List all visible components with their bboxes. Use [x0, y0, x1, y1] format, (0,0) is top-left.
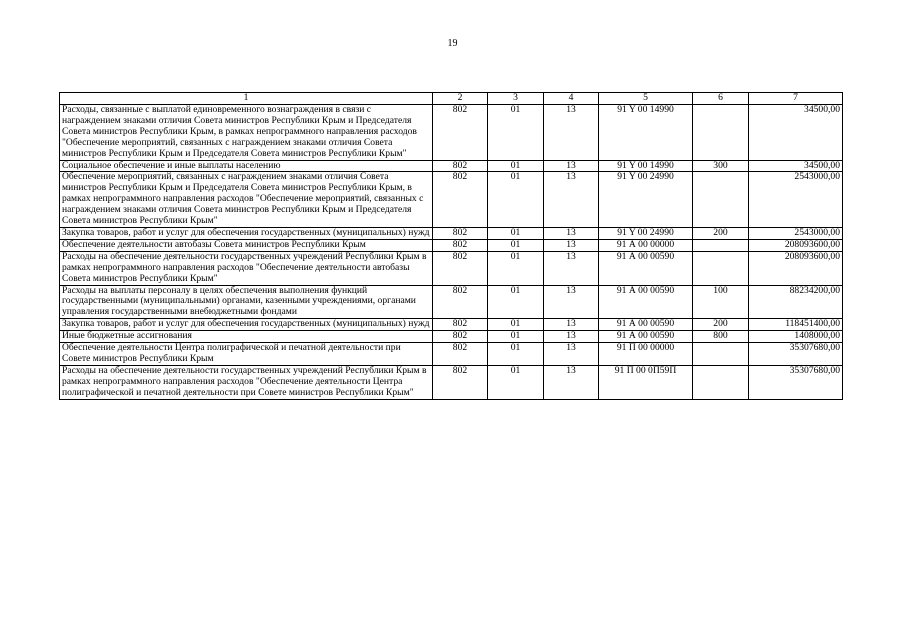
column-header-7: 7 — [749, 93, 843, 105]
row-section: 01 — [488, 227, 544, 239]
row-subsection: 13 — [544, 251, 599, 285]
row-grbs: 802 — [433, 319, 488, 331]
row-expense-type: 200 — [693, 319, 749, 331]
row-amount: 34500,00 — [749, 160, 843, 172]
row-amount: 35307680,00 — [749, 365, 843, 399]
row-grbs: 802 — [433, 343, 488, 366]
row-expense-type: 200 — [693, 227, 749, 239]
row-amount: 2543000,00 — [749, 227, 843, 239]
row-subsection: 13 — [544, 172, 599, 228]
table-row — [60, 285, 843, 319]
row-target-article: 91 А 00 00590 — [599, 285, 693, 319]
column-header-1: 1 — [60, 93, 433, 105]
row-section: 01 — [488, 105, 544, 161]
row-expense-type — [693, 343, 749, 366]
table-row — [60, 227, 843, 239]
column-header-4: 4 — [544, 93, 599, 105]
row-section: 01 — [488, 160, 544, 172]
row-target-article: 91 Y 00 14990 — [599, 160, 693, 172]
row-amount: 35307680,00 — [749, 343, 843, 366]
page-number: 19 — [447, 38, 458, 49]
row-target-article: 91 Y 00 24990 — [599, 227, 693, 239]
row-amount: 208093600,00 — [749, 239, 843, 251]
row-expense-type — [693, 105, 749, 161]
row-target-article: 91 П 00 00000 — [599, 343, 693, 366]
row-amount: 208093600,00 — [749, 251, 843, 285]
row-description: Закупка товаров, работ и услуг для обеспечения государственных (муниципальных) нужд — [60, 227, 433, 239]
column-header-6: 6 — [693, 93, 749, 105]
row-amount: 1408000,00 — [749, 331, 843, 343]
row-amount: 34500,00 — [749, 105, 843, 161]
row-target-article: 91 А 00 00590 — [599, 319, 693, 331]
row-amount: 88234200,00 — [749, 285, 843, 319]
row-description: Иные бюджетные ассигнования — [60, 331, 433, 343]
column-header-2: 2 — [433, 93, 488, 105]
row-target-article: 91 А 00 00590 — [599, 251, 693, 285]
row-subsection: 13 — [544, 331, 599, 343]
row-target-article: 91 Y 00 24990 — [599, 172, 693, 228]
row-expense-type — [693, 365, 749, 399]
row-subsection: 13 — [544, 227, 599, 239]
row-expense-type: 300 — [693, 160, 749, 172]
row-grbs: 802 — [433, 160, 488, 172]
row-target-article: 91 Y 00 14990 — [599, 105, 693, 161]
row-expense-type: 100 — [693, 285, 749, 319]
row-section: 01 — [488, 319, 544, 331]
row-description: Расходы, связанные с выплатой единовременного вознаграждения в связи с награждением знаками отличия Совета министров Республики Крым и Председателя Совета министров Республики Крым, в рамках непрограммного направления расходов "Обеспечение мероприятий, связанных с награждением знаками отличия Совета министров Республики Крым и Председателя Совета министров Республики Крым" — [60, 105, 433, 161]
row-expense-type — [693, 172, 749, 228]
row-grbs: 802 — [433, 239, 488, 251]
table-row — [60, 251, 843, 285]
row-description: Обеспечение мероприятий, связанных с награждением знаками отличия Совета министров Республики Крым и Председателя Совета министров Республики Крым, в рамках непрограммного направления расходов "Обеспечение мероприятий, связанных с награждением знаками отличия Совета министров Республики Крым и Председателя Совета министров Республики Крым" — [60, 172, 433, 228]
row-section: 01 — [488, 331, 544, 343]
row-subsection: 13 — [544, 239, 599, 251]
row-description: Социальное обеспечение и иные выплаты населению — [60, 160, 433, 172]
row-subsection: 13 — [544, 365, 599, 399]
row-expense-type — [693, 239, 749, 251]
row-expense-type — [693, 251, 749, 285]
table-row — [60, 239, 843, 251]
row-grbs: 802 — [433, 331, 488, 343]
row-subsection: 13 — [544, 160, 599, 172]
row-target-article: 91 А 00 00590 — [599, 331, 693, 343]
row-section: 01 — [488, 365, 544, 399]
table-row — [60, 331, 843, 343]
row-section: 01 — [488, 343, 544, 366]
row-description: Расходы на выплаты персоналу в целях обеспечения выполнения функций государственными (муниципальными) органами, казенными учреждениями, органами управления государственными внебюджетными фондами — [60, 285, 433, 319]
row-grbs: 802 — [433, 172, 488, 228]
row-target-article: 91 А 00 00000 — [599, 239, 693, 251]
column-header-5: 5 — [599, 93, 693, 105]
row-description: Обеспечение деятельности автобазы Совета министров Республики Крым — [60, 239, 433, 251]
row-target-article: 91 П 00 0П59П — [599, 365, 693, 399]
budget-table — [59, 92, 843, 400]
table-row — [60, 105, 843, 161]
row-grbs: 802 — [433, 285, 488, 319]
row-grbs: 802 — [433, 365, 488, 399]
row-amount: 2543000,00 — [749, 172, 843, 228]
row-section: 01 — [488, 251, 544, 285]
row-section: 01 — [488, 239, 544, 251]
row-section: 01 — [488, 172, 544, 228]
column-number-row — [60, 93, 843, 105]
row-grbs: 802 — [433, 251, 488, 285]
row-section: 01 — [488, 285, 544, 319]
row-subsection: 13 — [544, 105, 599, 161]
row-subsection: 13 — [544, 319, 599, 331]
row-description: Расходы на обеспечение деятельности государственных учреждений Республики Крым в рамках непрограммного направления расходов "Обеспечение деятельности автобазы Совета министров Республики Крым" — [60, 251, 433, 285]
row-description: Закупка товаров, работ и услуг для обеспечения государственных (муниципальных) нужд — [60, 319, 433, 331]
table-row — [60, 319, 843, 331]
row-subsection: 13 — [544, 285, 599, 319]
row-subsection: 13 — [544, 343, 599, 366]
row-grbs: 802 — [433, 227, 488, 239]
table-row — [60, 365, 843, 399]
row-grbs: 802 — [433, 105, 488, 161]
table-row — [60, 172, 843, 228]
table-row — [60, 343, 843, 366]
row-expense-type: 800 — [693, 331, 749, 343]
row-description: Обеспечение деятельности Центра полиграфической и печатной деятельности при Совете министров Республики Крым — [60, 343, 433, 366]
row-amount: 118451400,00 — [749, 319, 843, 331]
table-row — [60, 160, 843, 172]
column-header-3: 3 — [488, 93, 544, 105]
row-description: Расходы на обеспечение деятельности государственных учреждений Республики Крым в рамках непрограммного направления расходов "Обеспечение деятельности Центра полиграфической и печатной деятельности при Совете министров Республики Крым" — [60, 365, 433, 399]
